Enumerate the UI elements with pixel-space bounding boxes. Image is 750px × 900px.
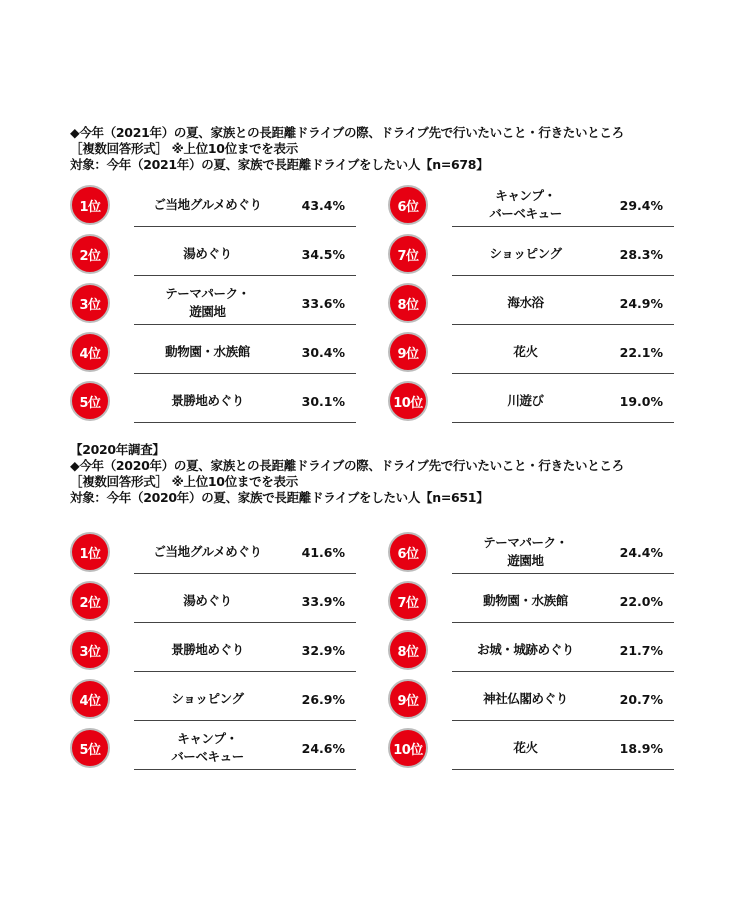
rank-item-label: キャンプ・ バーベキュー xyxy=(489,188,562,221)
rank-item-percentage: 26.9% xyxy=(301,691,345,707)
rank-item-percentage: 41.6% xyxy=(301,544,345,560)
rank-item-percentage: 43.4% xyxy=(301,197,345,213)
rank-badge: 3位 xyxy=(70,630,110,670)
section-2021-title: ◆今年（2021年）の夏、家族との長距離ドライブの際、ドライブ先で行いたいこと・行きたいところ xyxy=(70,125,624,140)
ranking-row xyxy=(388,628,688,672)
rank-item-percentage: 19.0% xyxy=(619,393,663,409)
rank-item-percentage: 33.9% xyxy=(301,593,345,609)
ranking-row xyxy=(388,726,688,770)
section-2020-survey-label: 【2020年調査】 xyxy=(70,442,165,457)
row-divider xyxy=(452,671,674,672)
rank-item-percentage: 30.4% xyxy=(301,344,345,360)
rank-item-percentage: 22.0% xyxy=(619,593,663,609)
rank-badge: 6位 xyxy=(388,185,428,225)
rank-item-percentage: 29.4% xyxy=(619,197,663,213)
rank-item-label: 川遊び xyxy=(507,393,544,408)
ranking-row xyxy=(70,530,370,574)
section-2020-title: ◆今年（2020年）の夏、家族との長距離ドライブの際、ドライブ先で行いたいこと・行きたいところ xyxy=(70,458,624,473)
ranking-row xyxy=(70,677,370,721)
ranking-row xyxy=(388,379,688,423)
rank-badge: 1位 xyxy=(70,532,110,572)
ranking-row xyxy=(388,281,688,325)
rank-badge: 4位 xyxy=(70,679,110,719)
rank-item-label: 景勝地めぐり xyxy=(171,642,244,657)
section-2021-format: ［複数回答形式］ ※上位10位までを表示 xyxy=(70,141,298,156)
row-divider xyxy=(452,573,674,574)
ranking-row xyxy=(70,379,370,423)
row-divider xyxy=(452,373,674,374)
row-divider xyxy=(452,275,674,276)
row-divider xyxy=(134,769,356,770)
rank-item-label: お城・城跡めぐり xyxy=(477,642,574,657)
rank-item-label: テーマパーク・ 遊園地 xyxy=(483,535,568,568)
rank-badge: 8位 xyxy=(388,630,428,670)
ranking-row xyxy=(388,579,688,623)
ranking-row xyxy=(388,677,688,721)
row-divider xyxy=(452,324,674,325)
ranking-row xyxy=(70,183,370,227)
rank-item-percentage: 18.9% xyxy=(619,740,663,756)
rank-badge: 8位 xyxy=(388,283,428,323)
section-2020 xyxy=(70,442,690,764)
rank-item-percentage: 24.6% xyxy=(301,740,345,756)
rank-item-label: 花火 xyxy=(513,740,538,755)
rank-item-label: ショッピング xyxy=(489,246,562,261)
rank-item-label: 花火 xyxy=(513,344,538,359)
ranking-row xyxy=(70,330,370,374)
rank-badge: 2位 xyxy=(70,581,110,621)
row-divider xyxy=(134,573,356,574)
rank-badge: 2位 xyxy=(70,234,110,274)
rank-badge: 10位 xyxy=(388,728,428,768)
rank-badge: 7位 xyxy=(388,581,428,621)
ranking-row xyxy=(70,281,370,325)
rank-item-label: 動物園・水族館 xyxy=(483,593,568,608)
row-divider xyxy=(452,622,674,623)
row-divider xyxy=(134,275,356,276)
rank-badge: 1位 xyxy=(70,185,110,225)
rank-item-percentage: 20.7% xyxy=(619,691,663,707)
rank-item-label: 湯めぐり xyxy=(183,593,232,608)
rank-item-percentage: 32.9% xyxy=(301,642,345,658)
rank-item-label: ご当地グルメめぐり xyxy=(153,197,262,212)
rank-badge: 5位 xyxy=(70,728,110,768)
rank-item-label: 景勝地めぐり xyxy=(171,393,244,408)
rank-item-label: 神社仏閣めぐり xyxy=(483,691,568,706)
rank-item-percentage: 21.7% xyxy=(619,642,663,658)
rank-badge: 9位 xyxy=(388,679,428,719)
row-divider xyxy=(134,373,356,374)
rank-item-label: 動物園・水族館 xyxy=(165,344,250,359)
ranking-row xyxy=(70,628,370,672)
rank-item-label: ご当地グルメめぐり xyxy=(153,544,262,559)
ranking-row xyxy=(70,726,370,770)
row-divider xyxy=(134,226,356,227)
ranking-row xyxy=(388,530,688,574)
rank-item-percentage: 24.4% xyxy=(619,544,663,560)
rank-item-percentage: 22.1% xyxy=(619,344,663,360)
row-divider xyxy=(134,671,356,672)
rank-item-label: 湯めぐり xyxy=(183,246,232,261)
ranking-row xyxy=(388,330,688,374)
rank-badge: 5位 xyxy=(70,381,110,421)
ranking-row xyxy=(388,183,688,227)
rank-item-label: ショッピング xyxy=(171,691,244,706)
rank-badge: 6位 xyxy=(388,532,428,572)
section-2021-target: 対象：今年（2021年）の夏、家族で長距離ドライブをしたい人【n=678】 xyxy=(70,157,489,172)
row-divider xyxy=(452,226,674,227)
rank-item-label: テーマパーク・ 遊園地 xyxy=(165,286,250,319)
rank-item-label: キャンプ・ バーベキュー xyxy=(171,731,244,764)
rank-item-percentage: 34.5% xyxy=(301,246,345,262)
rank-item-percentage: 33.6% xyxy=(301,295,345,311)
row-divider xyxy=(134,622,356,623)
row-divider xyxy=(452,720,674,721)
section-2020-format: ［複数回答形式］ ※上位10位までを表示 xyxy=(70,474,298,489)
rank-badge: 7位 xyxy=(388,234,428,274)
row-divider xyxy=(134,422,356,423)
rank-badge: 3位 xyxy=(70,283,110,323)
row-divider xyxy=(134,324,356,325)
row-divider xyxy=(134,720,356,721)
ranking-row xyxy=(388,232,688,276)
rank-item-label: 海水浴 xyxy=(507,295,544,310)
rank-item-percentage: 24.9% xyxy=(619,295,663,311)
rank-badge: 10位 xyxy=(388,381,428,421)
section-2021 xyxy=(70,125,690,411)
rank-badge: 9位 xyxy=(388,332,428,372)
rank-item-percentage: 28.3% xyxy=(619,246,663,262)
rank-badge: 4位 xyxy=(70,332,110,372)
section-2020-target: 対象：今年（2020年）の夏、家族で長距離ドライブをしたい人【n=651】 xyxy=(70,490,489,505)
ranking-row xyxy=(70,232,370,276)
rank-item-percentage: 30.1% xyxy=(301,393,345,409)
ranking-row xyxy=(70,579,370,623)
row-divider xyxy=(452,769,674,770)
row-divider xyxy=(452,422,674,423)
